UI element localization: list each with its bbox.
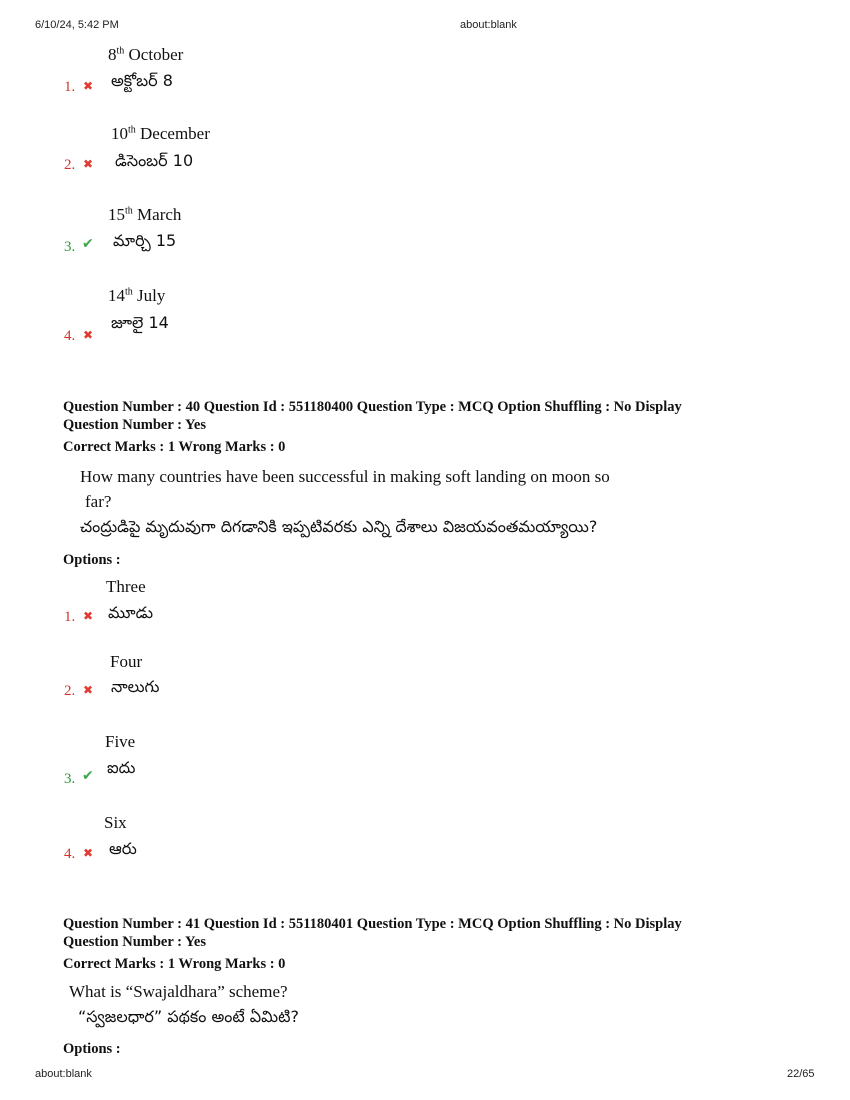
check-icon: ✔ [82,236,94,252]
option-english: 10th December [111,124,210,143]
option-telugu: మార్చి 15 [113,231,177,250]
option-number: 2. [64,683,76,699]
option-english: Four [110,652,143,671]
print-page-title: about:blank [460,19,517,31]
print-footer-url: about:blank [35,1068,92,1080]
option-telugu: ఐదు [107,758,136,777]
print-page-number: 22/65 [787,1068,815,1080]
option-english: 15th March [108,205,182,224]
option-number: 4. [64,328,76,344]
question-text-en: What is “Swajaldhara” scheme? [69,982,288,1001]
option-number: 1. [64,609,76,625]
options-label: Options : [63,552,121,568]
question-text-en: How many countries have been successful in making soft landing on moon so [80,467,610,486]
option-telugu: అక్టోబర్ 8 [111,71,173,90]
question-meta-line: Question Number : 40 Question Id : 551180400 Question Type : MCQ Option Shuffling : No Display [63,399,682,415]
cross-icon: ✖ [83,157,94,171]
question-text-en-cont: far? [85,492,112,511]
option-number: 3. [64,771,76,787]
option-number: 2. [64,157,76,173]
option-english: 8th October [108,45,184,64]
option-number: 4. [64,846,76,862]
cross-icon: ✖ [83,683,94,697]
question-marks-line: Correct Marks : 1 Wrong Marks : 0 [63,439,286,455]
option-english: 14th July [108,286,166,305]
options-label: Options : [63,1041,121,1057]
question-text-te: “స్వజలధార” పథకం అంటే ఏమిటి? [78,1007,299,1026]
question-marks-line: Correct Marks : 1 Wrong Marks : 0 [63,956,286,972]
cross-icon: ✖ [83,846,94,860]
option-number: 3. [64,239,76,255]
option-telugu: ఆరు [109,839,137,858]
option-english: Three [106,577,146,596]
check-icon: ✔ [82,768,94,784]
cross-icon: ✖ [83,328,94,342]
question-display-line: Question Number : Yes [63,417,206,433]
option-telugu: నాలుగు [111,677,160,696]
print-datetime: 6/10/24, 5:42 PM [35,19,119,31]
option-english: Six [104,813,127,832]
option-telugu: మూడు [108,603,153,622]
option-telugu: డిసెంబర్ 10 [115,151,194,170]
option-english: Five [105,732,136,751]
option-number: 1. [64,79,76,95]
question-meta-line: Question Number : 41 Question Id : 551180401 Question Type : MCQ Option Shuffling : No Display [63,916,682,932]
cross-icon: ✖ [83,79,94,93]
option-telugu: జూలై 14 [111,313,169,332]
question-text-te: చంద్రుడిపై మృదువుగా దిగడానికి ఇప్పటివరకు ఎన్ని దేశాలు విజయవంతమయ్యాయి? [80,517,598,536]
cross-icon: ✖ [83,609,94,623]
question-display-line: Question Number : Yes [63,934,206,950]
